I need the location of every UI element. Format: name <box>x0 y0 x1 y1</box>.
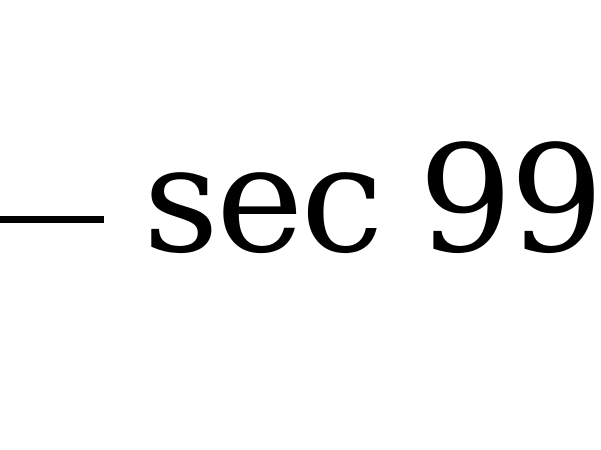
minus-sign <box>0 216 104 223</box>
math-expression <box>143 114 601 286</box>
function-argument: 99 <box>418 114 601 286</box>
function-name: sec <box>143 114 381 286</box>
